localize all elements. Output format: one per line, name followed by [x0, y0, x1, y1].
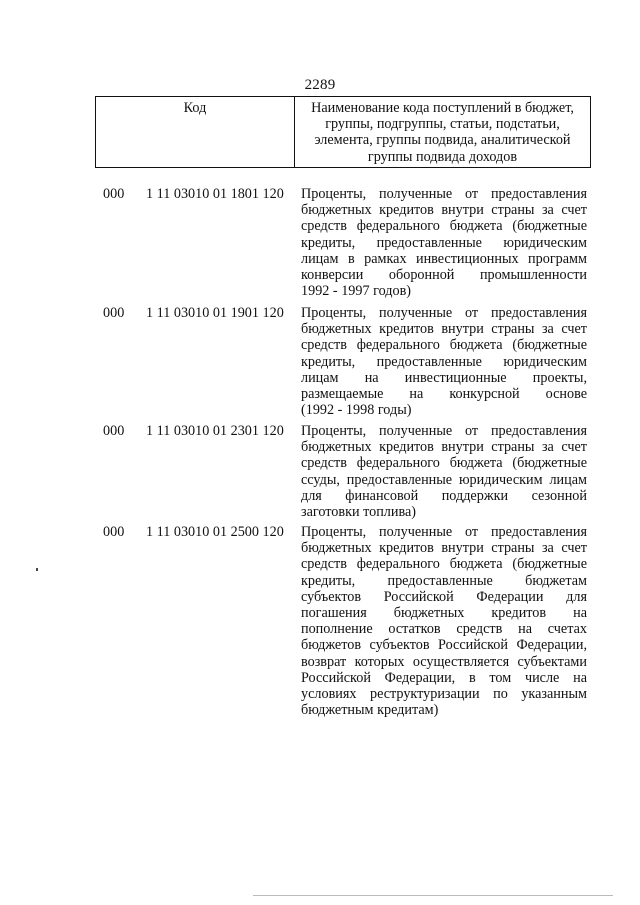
header-name-line: Наименование кода поступлений в бюджет,: [311, 100, 574, 116]
description-line: бюджетных кредитов внутри страны за счет: [301, 439, 587, 456]
description-line: 1992 - 1997 годов): [301, 283, 412, 300]
description-line: бюджетных кредитов внутри страны за счет: [301, 540, 587, 557]
description-line: средств федерального бюджета (бюджетные: [301, 455, 587, 472]
description-line: субъектов Российской Федерации для: [301, 588, 587, 605]
description-line: Проценты, полученные от предоставления: [301, 305, 587, 321]
description-line: Проценты, полученные от предоставления: [301, 524, 587, 540]
income-description: [301, 186, 587, 299]
table-header: [95, 96, 591, 168]
header-name-line: группы подвида доходов: [367, 148, 518, 165]
description-line: средств федерального бюджета (бюджетные: [301, 556, 587, 573]
header-code-cell: [96, 97, 295, 168]
header-name-line: группы, подгруппы, статьи, подстатьи,: [325, 116, 560, 133]
income-code: 1 11 03010 01 2500 120: [146, 524, 284, 540]
description-line: ссуды, предоставленные юридическим лицам: [301, 471, 587, 488]
description-line: средств федерального бюджета (бюджетные: [301, 218, 587, 235]
description-line: бюджетов субъектов Российской Федерации,: [301, 637, 587, 654]
description-line: кредиты, предоставленные юридическим: [301, 353, 587, 370]
income-code: 1 11 03010 01 2301 120: [146, 423, 284, 439]
header-code-label: Код: [183, 100, 207, 116]
income-description: [301, 524, 587, 718]
description-line: лицам в рамках инвестиционных программ: [301, 250, 587, 267]
description-line: для финансовой поддержки сезонной: [301, 487, 587, 504]
scan-edge-line: [253, 895, 613, 896]
admin-code: 000: [103, 524, 125, 540]
header-name-cell: [295, 97, 591, 168]
description-line: кредиты, предоставленные юридическим: [301, 234, 587, 251]
description-line: заготовки топлива): [301, 504, 417, 521]
income-code: 1 11 03010 01 1801 120: [146, 186, 284, 202]
description-line: Российской Федерации, в том числе на: [301, 669, 587, 686]
page-number: 2289: [304, 77, 336, 93]
income-description: [301, 423, 587, 520]
description-line: пополнение остатков средств на счетах: [301, 621, 587, 638]
description-line: (1992 - 1998 годы): [301, 402, 412, 419]
description-line: кредиты, предоставленные бюджетам: [301, 572, 587, 589]
description-line: Проценты, полученные от предоставления: [301, 423, 587, 439]
description-line: бюджетных кредитов внутри страны за счет: [301, 202, 587, 219]
description-line: средств федерального бюджета (бюджетные: [301, 337, 587, 354]
scan-speck: [36, 568, 38, 571]
description-line: конверсии оборонной промышленности: [301, 267, 587, 284]
description-line: возврат которых осуществляется субъектами: [301, 653, 587, 670]
description-line: погашения бюджетных кредитов на: [301, 605, 587, 622]
income-code: 1 11 03010 01 1901 120: [146, 305, 284, 321]
description-line: условиях реструктуризации по указанным: [301, 686, 587, 703]
admin-code: 000: [103, 186, 125, 202]
income-description: [301, 305, 587, 418]
description-line: бюджетным кредитам): [301, 702, 439, 719]
description-line: бюджетных кредитов внутри страны за счет: [301, 321, 587, 338]
header-name-line: элемента, группы подвида, аналитической: [314, 132, 571, 149]
description-line: Проценты, полученные от предоставления: [301, 186, 587, 202]
description-line: размещаемые на конкурсной основе: [301, 386, 587, 403]
admin-code: 000: [103, 305, 125, 321]
admin-code: 000: [103, 423, 125, 439]
description-line: лицам на инвестиционные проекты,: [301, 369, 587, 386]
